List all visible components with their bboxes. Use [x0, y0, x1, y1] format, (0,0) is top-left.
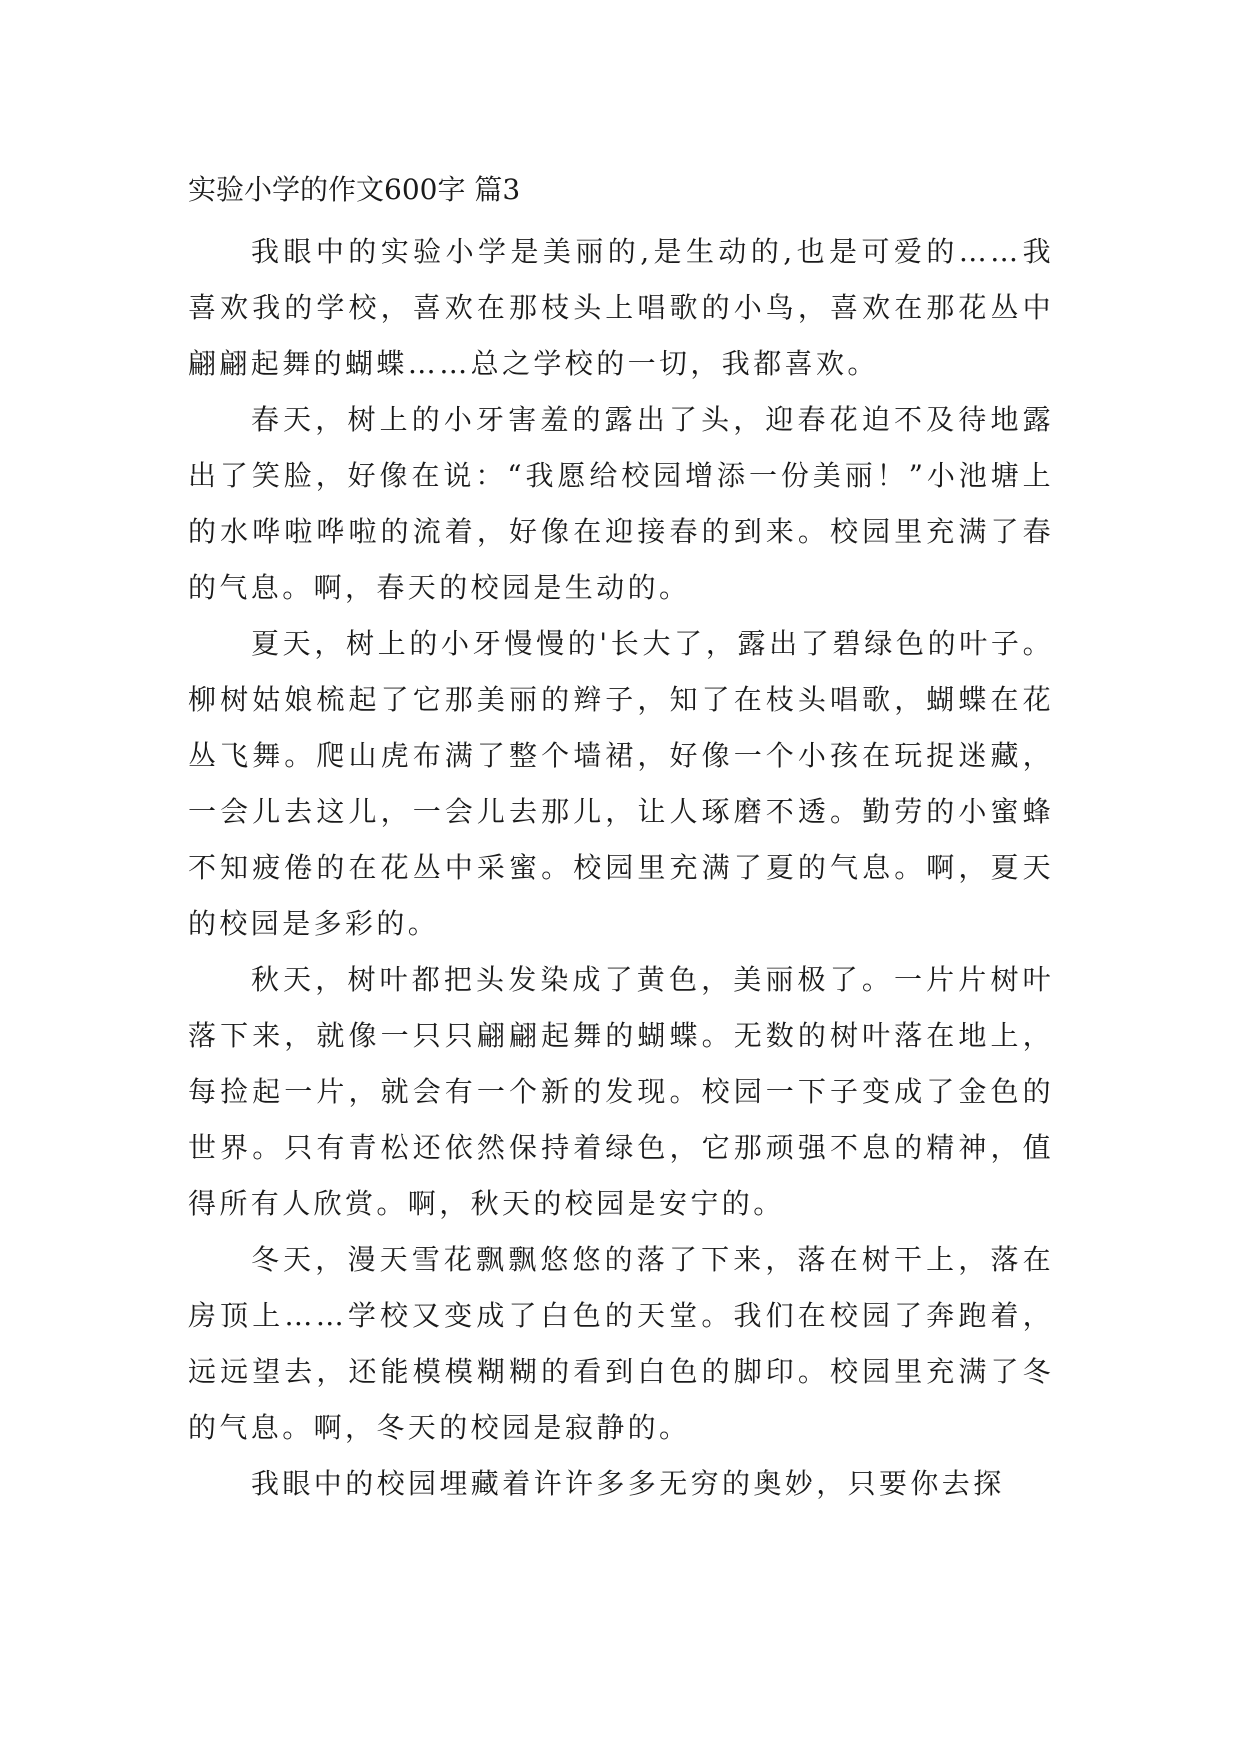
- document-body: [188, 224, 1054, 1512]
- paragraph-autumn: 秋天，树叶都把头发染成了黄色，美丽极了。一片片树叶落下来，就像一只只翩翩起舞的蝴蝶。无数的树叶落在地上，每捡起一片，就会有一个新的发现。校园一下子变成了金色的世界。只有青松还依然保持着绿色，它那顽强不息的精神，值得所有人欣赏。啊，秋天的校园是安宁的。: [188, 963, 1054, 1220]
- document-title: 实验小学的作文600字 篇3: [188, 173, 521, 206]
- paragraph-intro: 我眼中的实验小学是美丽的,是生动的,也是可爱的……我喜欢我的学校，喜欢在那枝头上唱歌的小鸟，喜欢在那花丛中翩翩起舞的蝴蝶……总之学校的一切，我都喜欢。: [188, 235, 1054, 380]
- paragraph-winter: 冬天，漫天雪花飘飘悠悠的落了下来，落在树干上，落在房顶上……学校又变成了白色的天堂。我们在校园了奔跑着，远远望去，还能模模糊糊的看到白色的脚印。校园里充满了冬的气息。啊，冬天的校园是寂静的。: [188, 1243, 1054, 1444]
- paragraph-spring: 春天，树上的小牙害羞的露出了头，迎春花迫不及待地露出了笑脸，好像在说：“我愿给校园增添一份美丽！”小池塘上的水哗啦哗啦的流着，好像在迎接春的到来。校园里充满了春的气息。啊，春天的校园是生动的。: [188, 403, 1054, 604]
- paragraph-closing: 我眼中的校园埋藏着许许多多无穷的奥妙，只要你去探: [251, 1467, 1005, 1500]
- paragraph-summer: 夏天，树上的小牙慢慢的'长大了，露出了碧绿色的叶子。柳树姑娘梳起了它那美丽的辫子，知了在枝头唱歌，蝴蝶在花丛飞舞。爬山虎布满了整个墙裙，好像一个小孩在玩捉迷藏，一会儿去这儿，一会儿去那儿，让人琢磨不透。勤劳的小蜜蜂不知疲倦的在花丛中采蜜。校园里充满了夏的气息。啊，夏天的校园是多彩的。: [188, 627, 1054, 940]
